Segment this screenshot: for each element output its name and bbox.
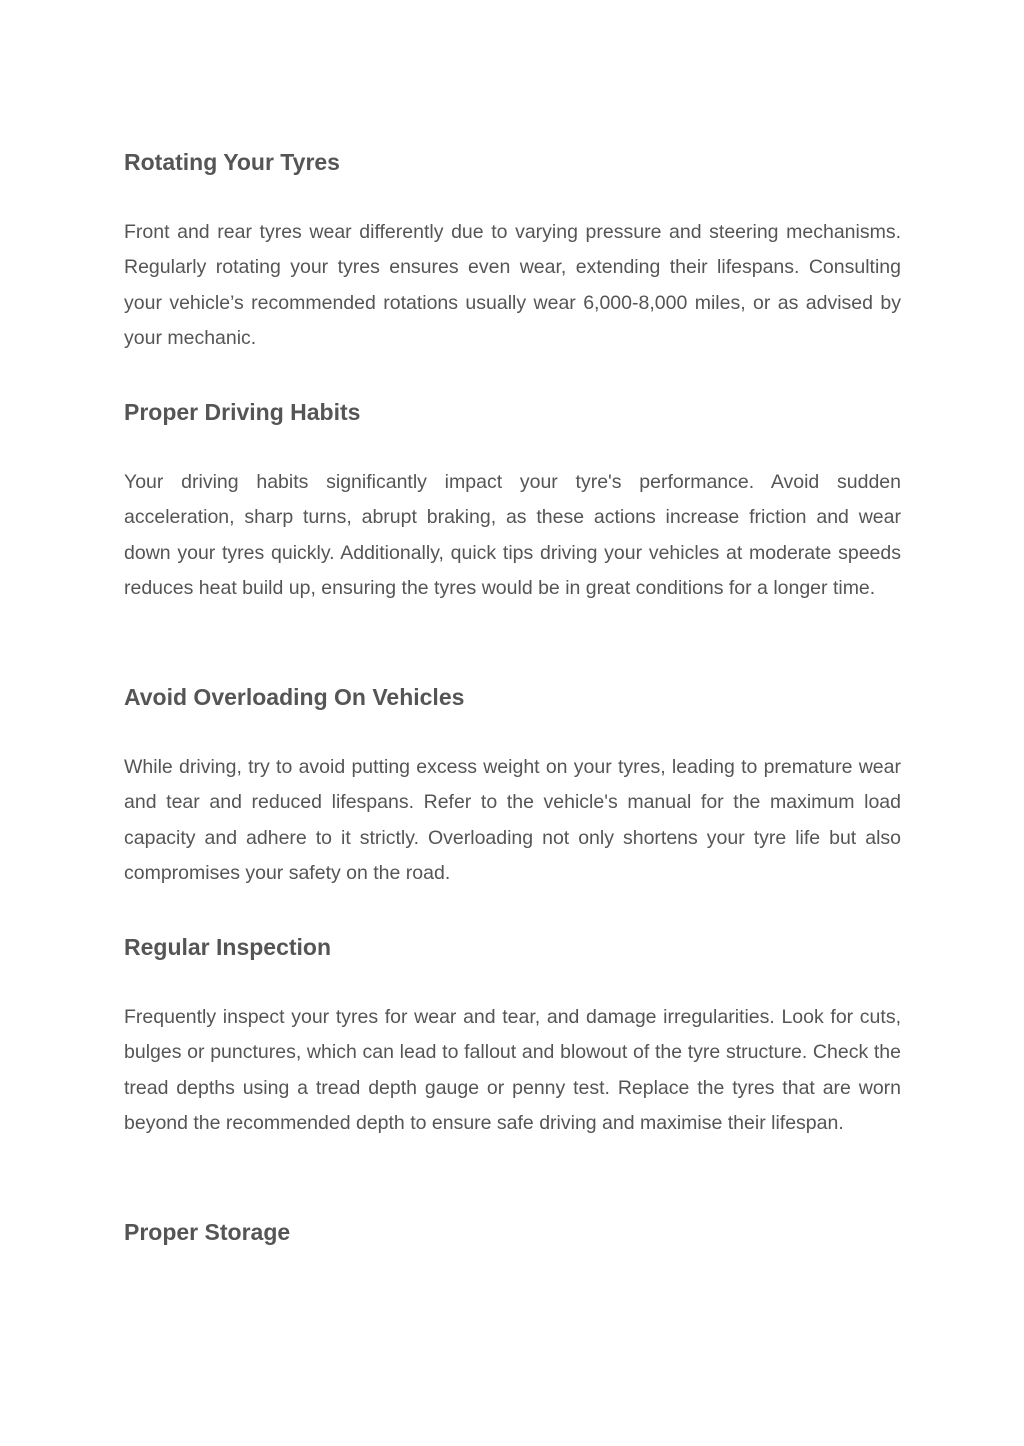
section-heading: Proper Storage [124, 1219, 291, 1245]
section-heading: Proper Driving Habits [124, 399, 361, 425]
section-heading: Avoid Overloading On Vehicles [124, 684, 465, 710]
section-regular-inspection [124, 933, 901, 1141]
section-paragraph: Front and rear tyres wear differently due to varying pressure and steering mechanisms. Regularly rotating your tyres ensures even wear, extending their lifespans. Consulting your vehicle’s recommended rotations usually wear 6,000-8,000 miles, or as advised by your mechanic. [124, 221, 901, 349]
section-proper-storage [124, 1218, 901, 1246]
section-paragraph: While driving, try to avoid putting excess weight on your tyres, leading to premature wear and tear and reduced lifespans. Refer to the vehicle's manual for the maximum load capacity and adhere to it strictly. Overloading not only shortens your tyre life but also compromises your safety on the road. [124, 756, 901, 884]
section-heading: Rotating Your Tyres [124, 149, 340, 175]
section-paragraph: Your driving habits significantly impact your tyre's performance. Avoid sudden acceleration, sharp turns, abrupt braking, as these actions increase friction and wear down your tyres quickly. Additionally, quick tips driving your vehicles at moderate speeds reduces heat build up, ensuring the tyres would be in great conditions for a longer time. [124, 471, 901, 599]
section-paragraph: Frequently inspect your tyres for wear and tear, and damage irregularities. Look for cuts, bulges or punctures, which can lead to fallout and blowout of the tyre structure. Check the tread depths using a tread depth gauge or penny test. Replace the tyres that are worn beyond the recommended depth to ensure safe driving and maximise their lifespan. [124, 1006, 901, 1134]
section-avoid-overloading [124, 683, 901, 891]
section-driving-habits [124, 398, 901, 606]
section-rotating-tyres [124, 148, 901, 356]
section-heading: Regular Inspection [124, 934, 332, 960]
